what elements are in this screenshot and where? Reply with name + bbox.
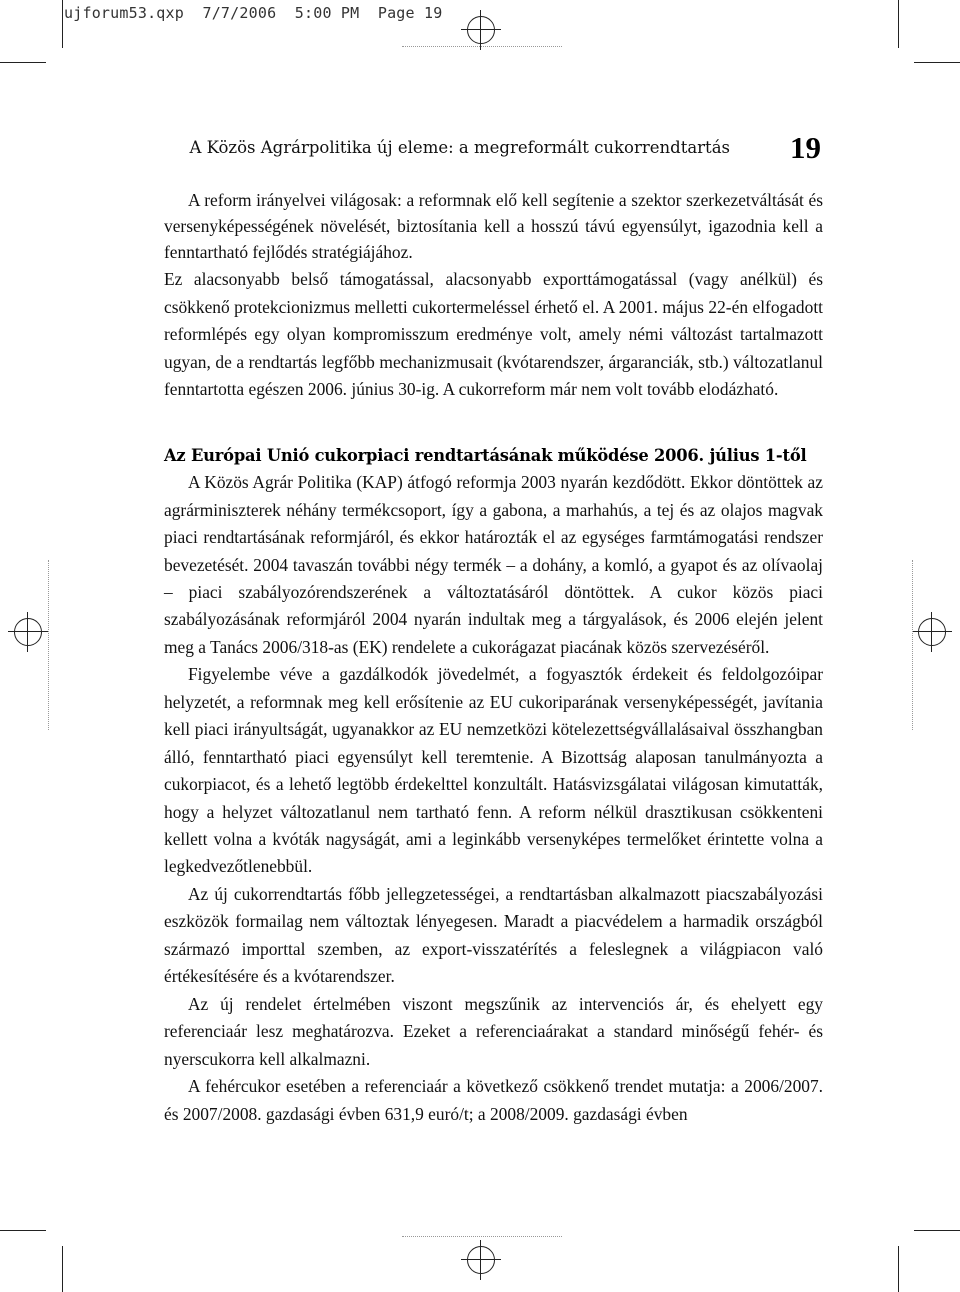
crop-mark-top-right-vertical	[898, 0, 899, 48]
registration-mark-bottom	[461, 1240, 501, 1280]
crop-mark-bottom-left-vertical	[62, 1246, 63, 1292]
paragraph-6: Az új rendelet értelmében viszont megszűnik az intervenciós ár, és ehelyett egy referenciaár lesz meghatározva. Ezeket a referenciaárakat a standard minőségű fehér- és nyerscukorra kell alkalmazni.	[164, 993, 823, 1069]
page-number: 19	[790, 130, 821, 165]
crop-mark-top-right-horizontal	[914, 62, 960, 63]
paragraph-5: Az új cukorrendtartás főbb jellegzetességei, a rendtartásban alkalmazott piacszabályozási eszközök formailag nem változtak lényegesen. Maradt a piacvédelem a harmadik országból származó importtal szemben, az export-visszatérítés a feleslegnek a világpiacon való értékesítésére és a kvótarendszer.	[164, 883, 823, 987]
crop-mark-bottom-left-horizontal	[0, 1230, 46, 1231]
guide-line-bottom	[402, 1236, 562, 1237]
crop-mark-top-left-horizontal	[0, 62, 46, 63]
crop-mark-top-left-vertical	[62, 0, 63, 48]
guide-line-top	[402, 46, 562, 47]
paragraph-7: A fehércukor esetében a referenciaár a következő csökkenő trendet mutatja: a 2006/2007. és 2007/2008. gazdasági évben 631,9 euró/t; a 2008/2009. gazdasági évben	[164, 1076, 823, 1124]
body-text	[164, 187, 823, 1128]
registration-mark-right	[912, 612, 952, 652]
crop-mark-bottom-right-vertical	[898, 1246, 899, 1292]
crop-mark-bottom-right-horizontal	[914, 1230, 960, 1231]
registration-mark-left	[8, 612, 48, 652]
registration-mark-top	[461, 10, 501, 50]
paragraph-3: A Közös Agrár Politika (KAP) átfogó reformja 2003 nyarán kezdődött. Ekkor döntöttek az agrárminiszterek néhány termékcsoport, így a gabona, a marhahús, a tej és az olajos magvak piaci rendtartásának reformjáról, és ekkor határozták el az egységes farmtámogatási rendszer bevezetését. 2004 tavaszán további négy termék – a dohány, a komló, a gyapot és az olívaolaj – piaci szabályozórendszerének a változtatásáról döntöttek. A cukor közös piaci szabályozásának reformjáról 2004 nyarán indultak meg a tárgyalások, és 2006 elején jelent meg a Tanács 2006/318-as (EK) rendelete a cukorágazat piacának közös szervezéséről.	[164, 472, 823, 657]
section-heading: Az Európai Unió cukorpiaci rendtartásának működése 2006. július 1-től	[164, 445, 807, 465]
paragraph-4: Figyelembe véve a gazdálkodók jövedelmét, a fogyasztók érdekeit és feldolgozóipar helyzetét, a reformnak meg kell erősítenie az EU cukoriparának versenyképességét, javítania kell piaci irányultságát, ugyanakkor az EU nemzetközi kötelezettségvállalásaival összhangban álló, fenntartható piaci egyensúlyt kell teremtenie. A Bizottság alaposan tanulmányozta a cukorpiacot, és a lehető legtöbb érdekelttel konzultált. Hatásvizsgálatai világosan kimutatták, hogy a helyzet változatlanul nem tartható fenn. A reform nélkül drasztikusan csökkenteni kellett volna a kvóták nagyságát, ami a leginkább versenyképes termelőket érintette volna a legkedvezőtlenebbül.	[164, 664, 823, 877]
guide-line-left	[48, 560, 49, 730]
paragraph-2: Ez alacsonyabb belső támogatással, alacsonyabb exporttámogatással (vagy anélkül) és csökkenő protekcionizmus melletti cukortermeléssel érhető el. A 2001. május 22-én elfogadott reformlépés egy olyan kompromisszum eredménye volt, amely némi változást tartalmazott ugyan, de a rendtartás legfőbb mechanizmusait (kvótarendszer, árgaranciák, stb.) változatlanul fenntartotta egészen 2006. június 30-ig. A cukorreform már nem volt tovább elodázható.	[164, 269, 823, 400]
file-slug: ujforum53.qxp 7/7/2006 5:00 PM Page 19	[64, 4, 443, 22]
running-head: A Közös Agrárpolitika új eleme: a megreformált cukorrendtartás	[189, 138, 730, 157]
guide-line-right	[912, 560, 913, 730]
paragraph-1: A reform irányelvei világosak: a reformnak elő kell segítenie a szektor szerkezetváltását és versenyképességének növelését, biztosítania kell a hosszú távú egyensúlyt, igazodnia kell a fenntartható fejlődés stratégiájához.	[164, 190, 823, 263]
